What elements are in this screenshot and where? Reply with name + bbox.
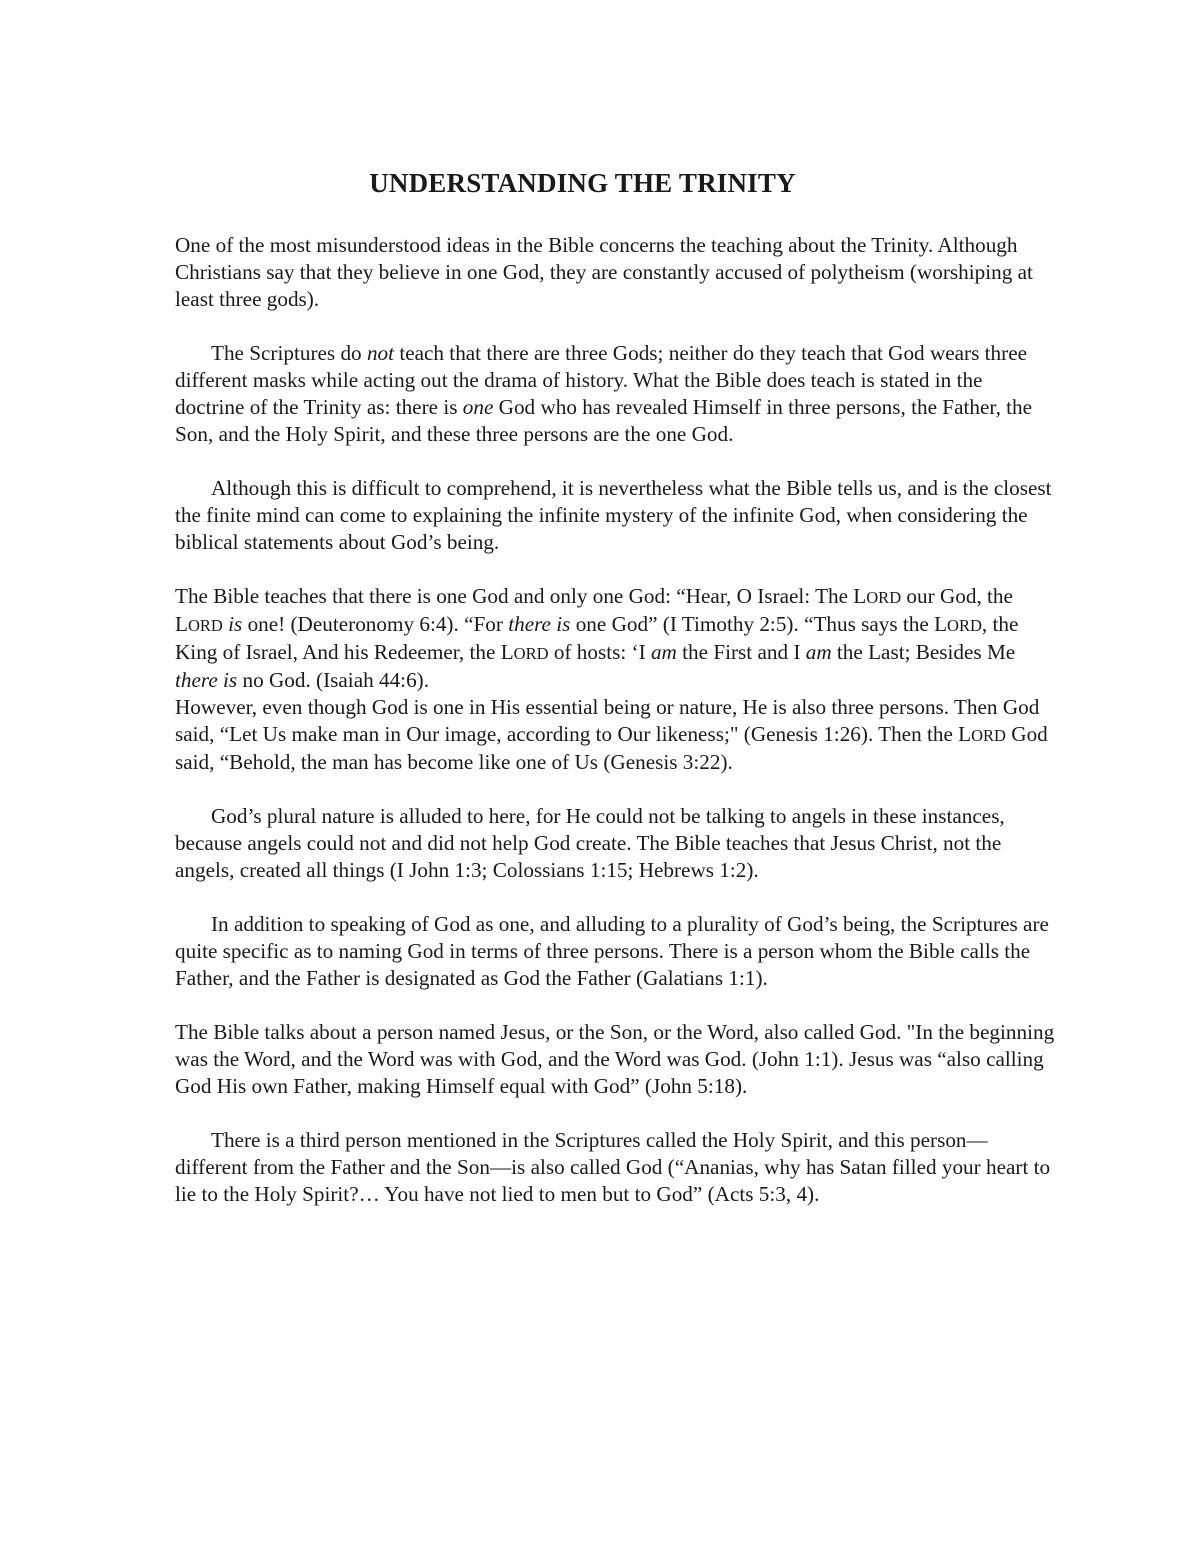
document-body	[175, 232, 1055, 1235]
emphasis-there-is: there is	[175, 668, 238, 692]
text-run: The Bible teaches that there is one God and only one God: “Hear, O Israel: The L	[175, 584, 867, 608]
text-run: of hosts: ‘I	[548, 640, 651, 664]
page-title: UNDERSTANDING THE TRINITY	[369, 168, 796, 198]
paragraph-intro: One of the most misunderstood ideas in the Bible concerns the teaching about the Trinity. Although Christians say that they believe in one God, they are constantly accused of polytheism (worshiping at least three gods).	[175, 233, 1033, 311]
emphasis-not: not	[366, 341, 395, 365]
paragraph-holy-spirit: There is a third person mentioned in the Scriptures called the Holy Spirit, and this person—different from the Father and the Son—is also called God (“Ananias, why has Satan filled your heart to lie to the Holy Spirit?… You have not lied to men but to God” (Acts 5:3, 4).	[175, 1128, 1051, 1206]
paragraph-father: In addition to speaking of God as one, and alluding to a plurality of God’s being, the Scriptures are quite specific as to naming God in terms of three persons. There is a person whom the Bible calls the Father, and the Father is designated as God the Father (Galatians 1:1).	[175, 912, 1049, 990]
emphasis-am: am	[650, 640, 677, 664]
emphasis-is: is	[228, 612, 243, 636]
paragraph-three-persons	[175, 694, 1055, 776]
text-run: God who has revealed Himself in three persons, the Father, the Son, and the Holy Spirit, and these three persons are the one God.	[175, 395, 1033, 446]
text-run: However, even though God is one in His essential being or nature, He is also three persons. Then God said, “Let Us make man in Our image, according to Our likeness;" (Genesis 1:26). Then the L	[175, 695, 1040, 746]
text-run: The Scriptures do	[211, 341, 367, 365]
small-caps-lord: ORD	[187, 616, 223, 635]
emphasis-one: one	[462, 395, 494, 419]
paragraph-scriptures	[175, 340, 1055, 448]
text-run: God said, “Behold, the man has become like one of Us (Genesis 3:22).	[175, 722, 1048, 774]
paragraph-plural-nature: God’s plural nature is alluded to here, for He could not be talking to angels in these instances, because angels could not and did not help God create. The Bible teaches that Jesus Christ, not the angels, created all things (I John 1:3; Colossians 1:15; Hebrews 1:2).	[175, 804, 1005, 882]
paragraph-difficult: Although this is difficult to comprehend, it is nevertheless what the Bible tells us, and is the closest the finite mind can come to explaining the infinite mystery of the infinite God, when considering the biblical statements about God’s being.	[175, 476, 1052, 554]
small-caps-lord: ORD	[513, 644, 549, 663]
small-caps-lord: ORD	[866, 588, 902, 607]
small-caps-lord: ORD	[947, 616, 982, 635]
emphasis-there-is: there is	[508, 612, 571, 636]
text-run: our God, the L	[175, 584, 1013, 636]
text-run: teach that there are three Gods; neither do they teach that God wears three different masks while acting out the drama of history. What the Bible does teach is stated in the doctrine of the Trinity as: there is	[175, 341, 1028, 419]
paragraph-one-god	[175, 583, 1055, 694]
text-run: one God” (I Timothy 2:5). “Thus says the L	[570, 612, 948, 636]
small-caps-lord: ORD	[971, 726, 1006, 745]
paragraph-son: The Bible talks about a person named Jesus, or the Son, or the Word, also called God. "In the beginning was the Word, and the Word was with God, and the Word was God. (John 1:1). Jesus was “also calling God His own Father, making Himself equal with God” (John 5:18).	[175, 1020, 1055, 1098]
text-run: the Last; Besides Me	[831, 640, 1016, 664]
text-run: the First and I	[676, 640, 806, 664]
text-run: no God. (Isaiah 44:6).	[237, 668, 430, 692]
text-run: , the King of Israel, And his Redeemer, the L	[175, 612, 1019, 664]
text-run: one! (Deuteronomy 6:4). “For	[242, 612, 509, 636]
emphasis-am: am	[805, 640, 832, 664]
